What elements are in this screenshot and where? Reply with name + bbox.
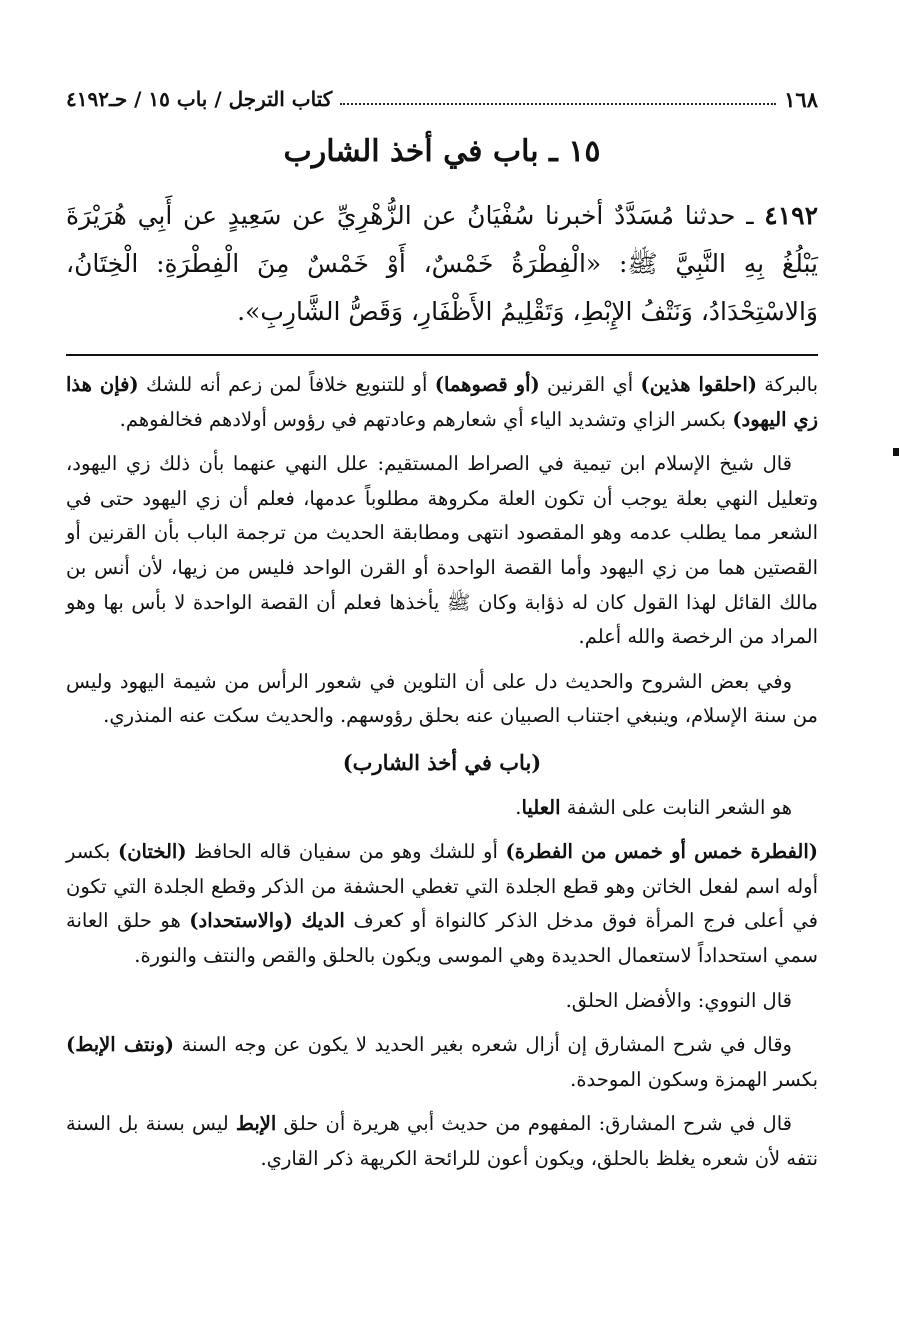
text-span: أي القرنين: [539, 373, 641, 396]
text-span: بكسر الزاي وتشديد الياء أي شعارهم وعادتهم في رؤوس أولادهم فخالفوهم.: [119, 407, 733, 431]
bold-term: الإبط: [235, 1112, 277, 1136]
page-number: ١٦٨: [784, 86, 818, 112]
scan-margin-mark: [893, 448, 899, 456]
text-span: ليس بسنة بل السنة نتفه لأن شعره يغلظ بالحلق، ويكون أعون للرائحة الكريهة ذكر القاري.: [66, 1112, 818, 1170]
text-span: بكسر أوله اسم لفعل الخاتن وهو قطع الجلدة التي تغطي الحشفة من الذكر وقطع الجلدة التي تكون في أعلى فرج المرأة فوق مدخل الذكر كالنواة أو كعرف: [66, 840, 818, 933]
footnote-divider: [66, 354, 818, 356]
bold-term: (احلقوا هذين): [640, 373, 757, 396]
text-span: أو للتنويع خلافاً لمن زعم أنه للشك: [138, 373, 435, 396]
commentary-paragraph: [66, 791, 818, 826]
commentary-paragraph: [66, 368, 818, 437]
header-dot-leader: [340, 103, 776, 105]
hadith-body: ـ حدثنا مُسَدَّدٌ أخبرنا سُفْيَانُ عن الزُّهْرِيِّ عن سَعِيدٍ عن أَبِي هُرَيْرَةَ يَبْلُغُ بِهِ النَّبِيَّ ﷺ: «الْفِطْرَةُ خَمْسٌ، أَوْ خَمْسٌ مِنَ الْفِطْرَةِ: الْخِتَانُ، وَالاسْتِحْدَادُ، وَنَتْفُ الإِبْطِ، وَتَقْلِيمُ الأَظْفَارِ، وَقَصُّ الشَّارِبِ».: [66, 201, 818, 326]
commentary-paragraph: [66, 835, 818, 973]
text-span: .: [515, 795, 522, 819]
text-span: وقال في شرح المشارق إن أزال شعره بغير الحديد لا يكون عن وجه السنة: [174, 1033, 792, 1057]
hadith-number: ٤١٩٢: [764, 201, 818, 230]
commentary-paragraph: [66, 1028, 818, 1097]
page-header: [66, 84, 818, 114]
section-subheading: (باب في أخذ الشارب): [342, 749, 542, 775]
text-span: هو الشعر النابت على الشفة: [560, 795, 792, 819]
text-span: بكسر الهمزة وسكون الموحدة.: [570, 1067, 818, 1091]
bold-term: العليا: [521, 795, 561, 819]
commentary-paragraph: وفي بعض الشروح والحديث دل على أن التلوين في شعور الرأس من شيمة اليهود وليس من سنة الإسلام، وينبغي اجتناب الصبيان عنه بحلق رؤوسهم. والحديث سكت عنه المنذري.: [66, 669, 818, 728]
bold-term: (والاستحداد): [189, 909, 293, 933]
bold-term: (الفطرة خمس أو خمس من الفطرة): [505, 840, 818, 864]
hadith-text: [66, 192, 818, 336]
text-span: هو حلق العانة سمي استحداداً لاستعمال الحديدة وهي الموسى ويكون بالحلق والقص والنتف والنورة.: [66, 909, 818, 967]
text-span: قال في شرح المشارق: المفهوم من حديث أبي هريرة أن حلق: [276, 1112, 792, 1136]
commentary-paragraph: قال شيخ الإسلام ابن تيمية في الصراط المستقيم: علل النهي عنهما بأن ذلك زي اليهود، وتعليل النهي بعلة يوجب أن تكون العلة مكروهة مطلوباً عدمها، فعلم أن زي اليهود حتى في الشعر مما يطلب عدمه وهو المقصود انتهى ومطابقة الحديث من ترجمة الباب بأن القرنين أو القصتين هما من زي اليهود وأما القصة الواحدة أو القرن الواحد فليس من زيها، لأن أنس بن مالك القائل لهذا القول كان له ذؤابة وكان ﷺ يأخذها فعلم أن القصة الواحدة لا بأس بها وهو المراد من الرخصة والله أعلم.: [66, 452, 818, 649]
bold-term: (ونتف الإبط): [66, 1033, 174, 1057]
commentary-paragraph: قال النووي: والأفضل الحلق.: [565, 988, 792, 1012]
bold-term: الديك: [301, 909, 345, 933]
bold-term: (فإن هذا زي اليهود): [66, 373, 818, 431]
commentary: [66, 368, 818, 1186]
running-title: كتاب الترجل / باب ١٥ / حـ٤١٩٢: [66, 87, 333, 111]
bold-term: (الختان): [118, 840, 187, 864]
chapter-title: ١٥ ـ باب في أخذ الشارب: [283, 134, 601, 169]
bold-term: (أو قصوهما): [434, 373, 540, 396]
text-span: أو للشك وهو من سفيان قاله الحافظ: [186, 840, 506, 864]
text-span: بالبركة: [756, 373, 818, 396]
commentary-paragraph: [66, 1107, 818, 1176]
